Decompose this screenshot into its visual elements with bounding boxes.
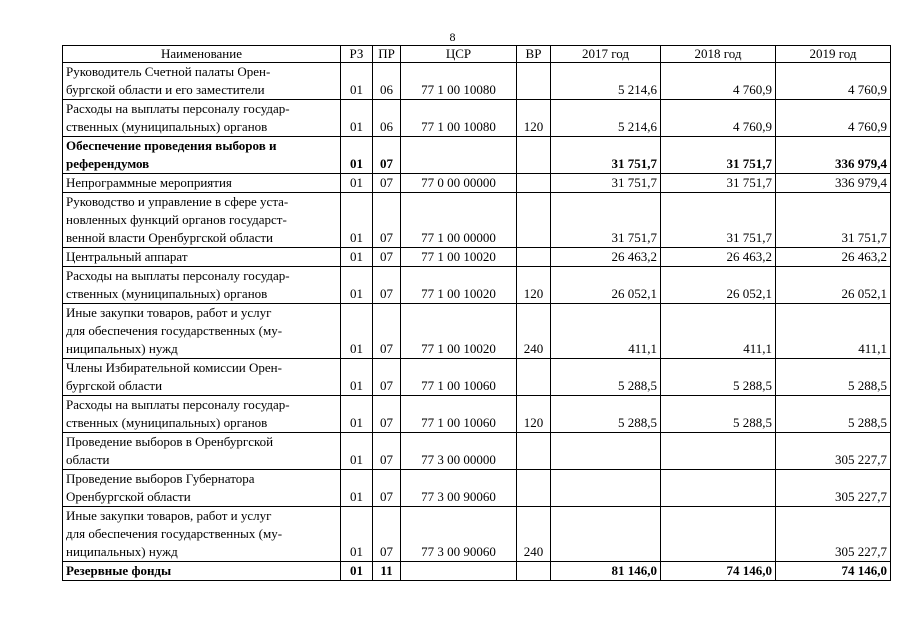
cell-name: Обеспечение проведения выборов и референдумов <box>63 137 341 174</box>
cell-name: Проведение выборов в Оренбургской области <box>63 433 341 470</box>
cell-2018: 74 146,0 <box>661 562 776 581</box>
cell-pr: 07 <box>373 304 401 359</box>
cell-pr: 06 <box>373 63 401 100</box>
cell-csr: 77 1 00 10060 <box>401 359 517 396</box>
cell-csr: 77 1 00 10080 <box>401 63 517 100</box>
cell-2019: 4 760,9 <box>776 63 891 100</box>
cell-2017 <box>551 470 661 507</box>
cell-pr: 07 <box>373 433 401 470</box>
cell-pr: 07 <box>373 396 401 433</box>
table-row <box>63 248 891 267</box>
cell-2018: 31 751,7 <box>661 193 776 248</box>
cell-2017: 5 288,5 <box>551 359 661 396</box>
header-name: Наименование <box>63 46 341 63</box>
cell-rz: 01 <box>341 304 373 359</box>
table-row <box>63 174 891 193</box>
cell-name: Иные закупки товаров, работ и услуг для обеспечения государственных (му- ниципальных) нужд <box>63 304 341 359</box>
cell-2017: 31 751,7 <box>551 174 661 193</box>
cell-rz: 01 <box>341 507 373 562</box>
cell-2018 <box>661 470 776 507</box>
cell-rz: 01 <box>341 100 373 137</box>
cell-name: Члены Избирательной комиссии Орен- бургской области <box>63 359 341 396</box>
cell-2017: 26 052,1 <box>551 267 661 304</box>
cell-name: Расходы на выплаты персоналу государ- ственных (муниципальных) органов <box>63 267 341 304</box>
cell-2017: 5 288,5 <box>551 396 661 433</box>
cell-2019: 31 751,7 <box>776 193 891 248</box>
page-number: 8 <box>449 30 456 44</box>
cell-2017: 31 751,7 <box>551 193 661 248</box>
cell-rz: 01 <box>341 396 373 433</box>
cell-vr <box>517 193 551 248</box>
table-row <box>63 304 891 359</box>
cell-2018: 4 760,9 <box>661 100 776 137</box>
cell-2019: 305 227,7 <box>776 433 891 470</box>
cell-rz: 01 <box>341 63 373 100</box>
cell-2019: 5 288,5 <box>776 396 891 433</box>
cell-pr: 07 <box>373 359 401 396</box>
cell-2019: 305 227,7 <box>776 470 891 507</box>
cell-csr: 77 1 00 10020 <box>401 267 517 304</box>
cell-vr <box>517 562 551 581</box>
cell-pr: 07 <box>373 470 401 507</box>
cell-csr: 77 0 00 00000 <box>401 174 517 193</box>
cell-2017: 31 751,7 <box>551 137 661 174</box>
cell-rz: 01 <box>341 267 373 304</box>
table-row <box>63 396 891 433</box>
cell-vr: 240 <box>517 507 551 562</box>
cell-vr: 120 <box>517 396 551 433</box>
cell-2017 <box>551 433 661 470</box>
table-row <box>63 193 891 248</box>
cell-pr: 11 <box>373 562 401 581</box>
header-2017: 2017 год <box>551 46 661 63</box>
cell-vr <box>517 433 551 470</box>
cell-2017: 411,1 <box>551 304 661 359</box>
table-body <box>63 63 891 581</box>
cell-2018: 26 463,2 <box>661 248 776 267</box>
cell-pr: 07 <box>373 193 401 248</box>
cell-2019: 336 979,4 <box>776 174 891 193</box>
cell-name: Руководство и управление в сфере уста- новленных функций органов государст- венной власти Оренбургской области <box>63 193 341 248</box>
table-row <box>63 433 891 470</box>
table-row <box>63 63 891 100</box>
cell-2019: 74 146,0 <box>776 562 891 581</box>
header-pr: ПР <box>373 46 401 63</box>
cell-2017: 81 146,0 <box>551 562 661 581</box>
cell-2017: 26 463,2 <box>551 248 661 267</box>
cell-pr: 07 <box>373 248 401 267</box>
cell-csr: 77 3 00 90060 <box>401 507 517 562</box>
cell-rz: 01 <box>341 562 373 581</box>
cell-rz: 01 <box>341 359 373 396</box>
cell-vr: 120 <box>517 100 551 137</box>
cell-pr: 07 <box>373 267 401 304</box>
cell-csr: 77 1 00 10020 <box>401 248 517 267</box>
cell-rz: 01 <box>341 248 373 267</box>
cell-2019: 5 288,5 <box>776 359 891 396</box>
header-csr: ЦСР <box>401 46 517 63</box>
cell-name: Иные закупки товаров, работ и услуг для обеспечения государственных (му- ниципальных) нужд <box>63 507 341 562</box>
cell-name: Резервные фонды <box>63 562 341 581</box>
cell-vr: 120 <box>517 267 551 304</box>
cell-2018 <box>661 507 776 562</box>
header-vr: ВР <box>517 46 551 63</box>
cell-name: Расходы на выплаты персоналу государ- ственных (муниципальных) органов <box>63 396 341 433</box>
table-row <box>63 359 891 396</box>
cell-name: Проведение выборов Губернатора Оренбургской области <box>63 470 341 507</box>
cell-vr <box>517 470 551 507</box>
cell-csr: 77 1 00 00000 <box>401 193 517 248</box>
cell-2018: 31 751,7 <box>661 174 776 193</box>
table-row <box>63 470 891 507</box>
cell-csr: 77 1 00 10060 <box>401 396 517 433</box>
cell-2019: 411,1 <box>776 304 891 359</box>
cell-csr: 77 1 00 10080 <box>401 100 517 137</box>
cell-2018: 5 288,5 <box>661 359 776 396</box>
cell-2018: 26 052,1 <box>661 267 776 304</box>
cell-vr <box>517 63 551 100</box>
cell-vr <box>517 174 551 193</box>
cell-2018 <box>661 433 776 470</box>
header-2018: 2018 год <box>661 46 776 63</box>
cell-2019: 336 979,4 <box>776 137 891 174</box>
cell-2017: 5 214,6 <box>551 63 661 100</box>
cell-vr: 240 <box>517 304 551 359</box>
cell-2019: 26 463,2 <box>776 248 891 267</box>
cell-name: Руководитель Счетной палаты Орен- бургской области и его заместители <box>63 63 341 100</box>
cell-csr: 77 3 00 00000 <box>401 433 517 470</box>
header-row <box>63 46 891 63</box>
cell-csr: 77 3 00 90060 <box>401 470 517 507</box>
header-2019: 2019 год <box>776 46 891 63</box>
cell-vr <box>517 137 551 174</box>
table-row <box>63 507 891 562</box>
table-row <box>63 137 891 174</box>
cell-pr: 07 <box>373 137 401 174</box>
cell-name: Непрограммные мероприятия <box>63 174 341 193</box>
header-rz: РЗ <box>341 46 373 63</box>
cell-2019: 4 760,9 <box>776 100 891 137</box>
cell-2018: 411,1 <box>661 304 776 359</box>
cell-2018: 31 751,7 <box>661 137 776 174</box>
cell-2018: 4 760,9 <box>661 63 776 100</box>
cell-2017: 5 214,6 <box>551 100 661 137</box>
cell-csr: 77 1 00 10020 <box>401 304 517 359</box>
cell-rz: 01 <box>341 193 373 248</box>
cell-rz: 01 <box>341 433 373 470</box>
table-row <box>63 100 891 137</box>
cell-vr <box>517 248 551 267</box>
cell-2019: 305 227,7 <box>776 507 891 562</box>
cell-name: Центральный аппарат <box>63 248 341 267</box>
cell-vr <box>517 359 551 396</box>
cell-rz: 01 <box>341 137 373 174</box>
table-row <box>63 562 891 581</box>
cell-rz: 01 <box>341 174 373 193</box>
cell-pr: 07 <box>373 174 401 193</box>
cell-csr <box>401 137 517 174</box>
table-row <box>63 267 891 304</box>
cell-2018: 5 288,5 <box>661 396 776 433</box>
cell-name: Расходы на выплаты персоналу государ- ственных (муниципальных) органов <box>63 100 341 137</box>
budget-table <box>62 45 891 581</box>
cell-rz: 01 <box>341 470 373 507</box>
cell-pr: 07 <box>373 507 401 562</box>
cell-2019: 26 052,1 <box>776 267 891 304</box>
cell-pr: 06 <box>373 100 401 137</box>
cell-csr <box>401 562 517 581</box>
cell-2017 <box>551 507 661 562</box>
